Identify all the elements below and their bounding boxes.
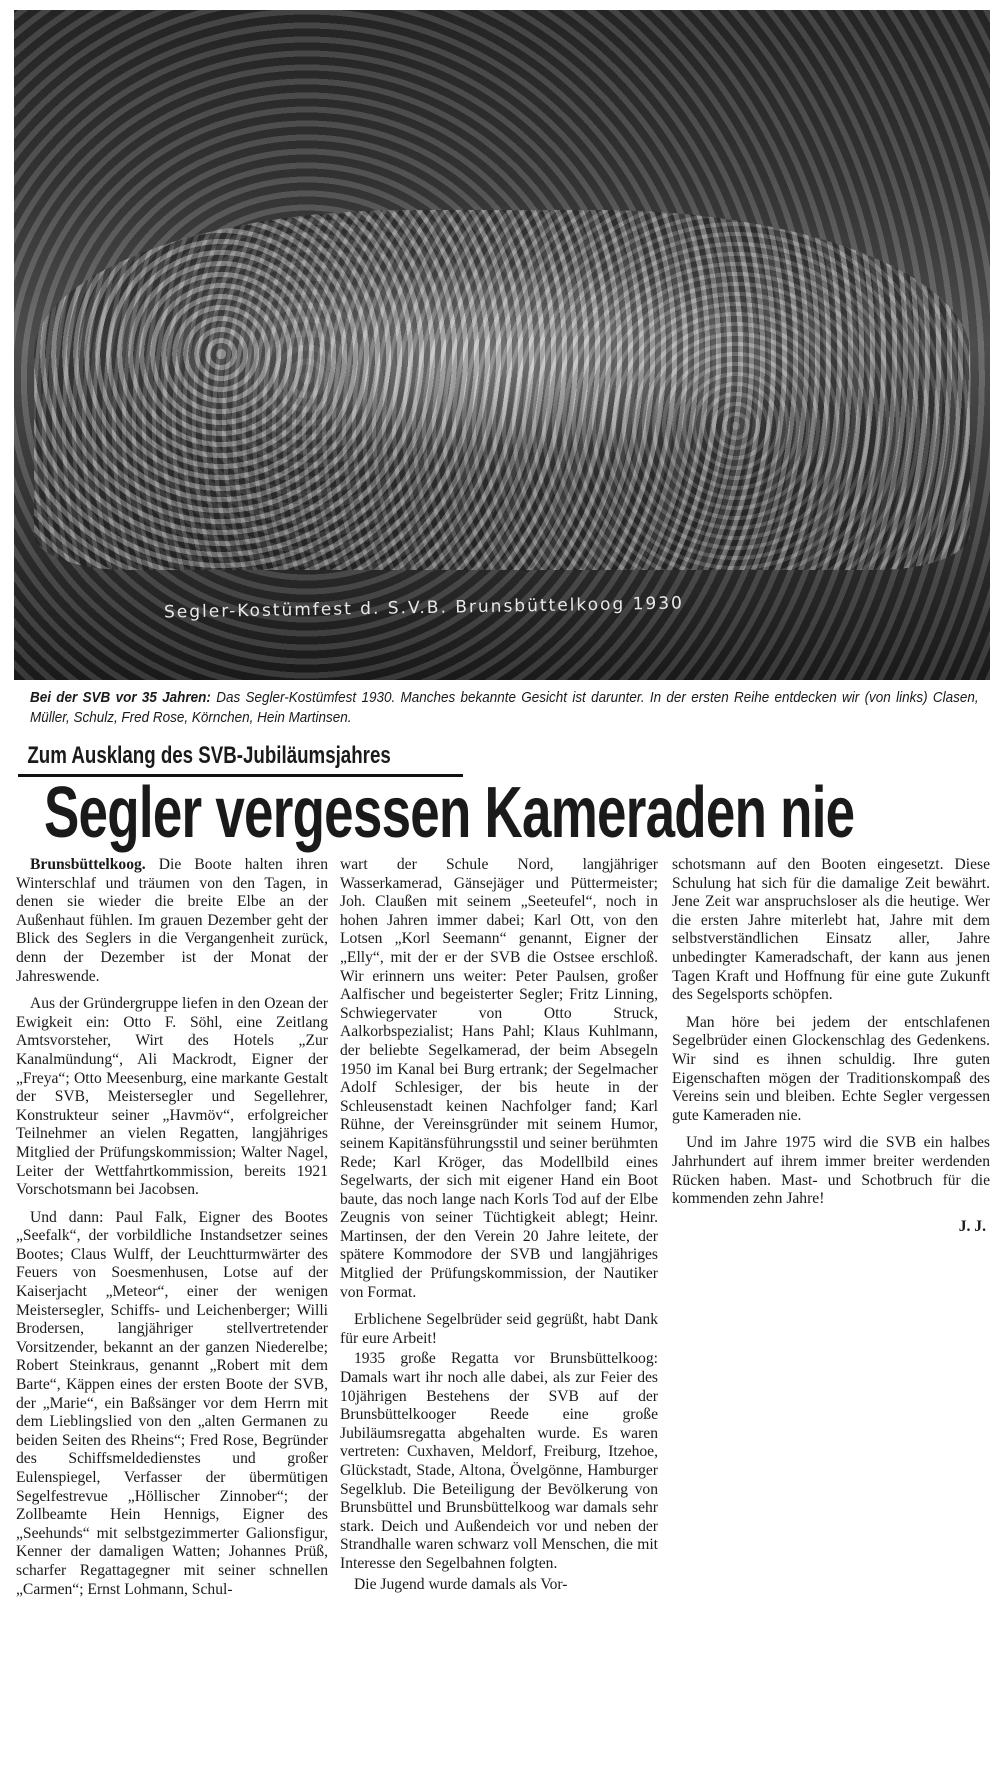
article-paragraph: wart der Schule Nord, langjähriger Wasserkamerad, Gänsejäger und Püttermeister; Joh. Claußen mit seinem „Seeteufel“, noch in hohen Jahren immer dabei; Karl Ott, von den Lotsen „Korl Seemann“ genannt, Eigner der „Elly“, mit der er der SVB die Ostsee erschloß. Wir erinnern uns weiter: Peter Paulsen, großer Aalfischer und begeisterter Segler; Fritz Linning, Schwiegervater von Otto Struck, Aalkorbspezialist; Hans Pahl; Klaus Kuhlmann, der beliebte Segelkamerad, der beim Absegeln 1950 im Kanal bei Burg ertrank; der Segelmacher Adolf Schlesiger, der bis heute in der Schleusenstadt keinen Nachfolger fand; Karl Rühne, der Vereinsgründer mit seinem Humor, seinem Kapitänsführungsstil und seiner berühmten Rede; Karl Kröger, das Modellbild eines Segelwarts, der sich mit eigener Hand ein Boot baute, das noch lange nach Korls Tod auf der Elbe Zeugnis von seiner Tüchtigkeit ablegt; Heinr. Martinsen, der den Verein 20 Jahre leitete, der spätere Kommodore der SVB und langjähriges Mitglied der Prüfungskommission, der Nautiker von Format. xyxy=(340,856,658,1301)
article-column-1 xyxy=(16,856,328,1608)
article-paragraph: 1935 große Regatta vor Brunsbüttelkoog: Damals wart ihr noch alle dabei, als zur Feier des 10jährigen Bestehens der SVB auf der Brunsbüttelkooger Reede eine große Jubiläumsregatta abgehalten wurde. Es waren vertreten: Cuxhaven, Meldorf, Freiburg, Itzehoe, Glückstadt, Stade, Altona, Övelgönne, Hamburger Segelklub. Die Beteiligung der Bevölkerung von Brunsbüttel und Brunsbüttelkoog war damals sehr stark. Deich und Außendeich vor und neben der Strandhalle waren schwarz voll Menschen, die mit Interesse den Segelbahnen folgten. xyxy=(340,1350,658,1572)
article-paragraph: Die Jugend wurde damals als Vor- xyxy=(354,1575,568,1593)
headline: Segler vergessen Kameraden nie xyxy=(44,773,855,853)
article-paragraph: Man höre bei jedem der entschlafenen Segelbrüder einen Glockenschlag des Gedenkens. Wir sind es ihnen schuldig. Ihre guten Eigenschaften mögen der Traditionskompaß des Vereins sein und bleiben. Echte Segler vergessen gute Kameraden nie. xyxy=(672,1013,990,1124)
article-paragraph: Erblichene Segelbrüder seid gegrüßt, habt Dank für eure Arbeit! xyxy=(340,1311,658,1347)
photo-inscription: Segler-Kostümfest d. S.V.B. Brunsbüttelkoog 1930 xyxy=(163,593,685,623)
article-paragraph xyxy=(16,856,328,986)
article-paragraph: Und im Jahre 1975 wird die SVB ein halbes Jahrhundert auf ihrem immer breiter werdenden Rücken haben. Mast- und Schotbruch für die kommenden zehn Jahre! xyxy=(672,1134,990,1208)
caption-lead: Bei der SVB vor 35 Jahren: xyxy=(30,690,211,706)
photo-crowd xyxy=(34,210,970,570)
article-paragraph: Aus der Gründergruppe liefen in den Ozean der Ewigkeit ein: Otto F. Söhl, eine Zeitlang Amtsvorsteher, Wirt des Hotels „Zur Kanalmündung“, Ali Mackrodt, Eigner der „Freya“; Otto Meesenburg, eine markante Gestalt der SVB, Meistersegler und Segellehrer, Konstrukteur seiner „Havmöv“, erfolgreicher Teilnehmer an vielen Regatten, langjähriges Mitglied der Prüfungskommission; Walter Nagel, Leiter der Wettfahrtkommission, bereits 1921 Vorschotsmann bei Jacobsen. xyxy=(16,995,328,1199)
dateline: Brunsbüttelkoog. xyxy=(30,856,146,873)
kicker-text: Zum Ausklang des SVB-Jubiläumsjahres xyxy=(27,742,391,769)
author-signature: J. J. xyxy=(958,1217,986,1235)
article-paragraph: Und dann: Paul Falk, Eigner des Bootes „Seefalk“, der vorbildliche Instandsetzer seines Bootes; Claus Wulff, der Leuchtturmwärter des Feuers von Soesmenhusen, Lotse auf der Kaiserjacht „Meteor“, einer der wenigen Meistersegler, Schiffs- und Leichenberger; Willi Brodersen, langjähriger stellvertretender Vorsitzender, bekannt an der ganzen Niederelbe; Robert Steinkraus, genannt „Robert mit dem Barte“, Käppen eines der ersten Boote der SVB, der „Marie“, ein Baßsänger vor dem Herrn mit dem Lieblingslied von den „alten Germanen zu beiden Seiten des Rheins“; Fred Rose, Begründer des Schiffsmeldedienstes und großer Eulenspiegel, Verfasser der übermütigen Segelfestrevue „Höllischer Zinnober“; der Zollbeamte Hein Hennigs, Eigner des „Seehunds“ mit selbstgezimmerter Galionsfigur, Kenner der damaligen Watten; Johannes Prüß, scharfer Regattagegner mit seiner schnellen „Carmen“; Ernst Lohmann, Schul- xyxy=(16,1208,328,1598)
paragraph-text: Die Boote halten ihren Winterschlaf und träumen von den Tagen, in denen sie wieder die breite Elbe an der Außenhaut fühlen. Im grauen Dezember geht der Blick des Seglers in die Vergangenheit zurück, denn der Dezember ist der Monat der Jahreswende. xyxy=(16,856,328,985)
article-column-3 xyxy=(672,856,990,1236)
photo-caption xyxy=(30,688,979,728)
caption-text: Das Segler-Kostümfest 1930. Manches bekannte Gesicht ist darunter. In der ersten Reihe entdecken wir (von links) Clasen, Müller, Schulz, Fred Rose, Körnchen, Hein Martinsen. xyxy=(30,690,979,726)
article-paragraph: schotsmann auf den Booten eingesetzt. Diese Schulung hat sich für die damalige Zeit bewährt. Jene Zeit war anspruchsloser als die heutige. Wer die ersten Jahre miterlebt hat, Jahre mit dem selbstverständlichen Einsatz aller, Jahre unbedingter Kameradschaft, der kann aus jenen Tagen Kraft und Hoffnung für eine gute Zukunft des Segelsports schöpfen. xyxy=(672,856,990,1004)
historic-group-photo xyxy=(14,10,990,680)
article-column-2 xyxy=(340,856,658,1603)
